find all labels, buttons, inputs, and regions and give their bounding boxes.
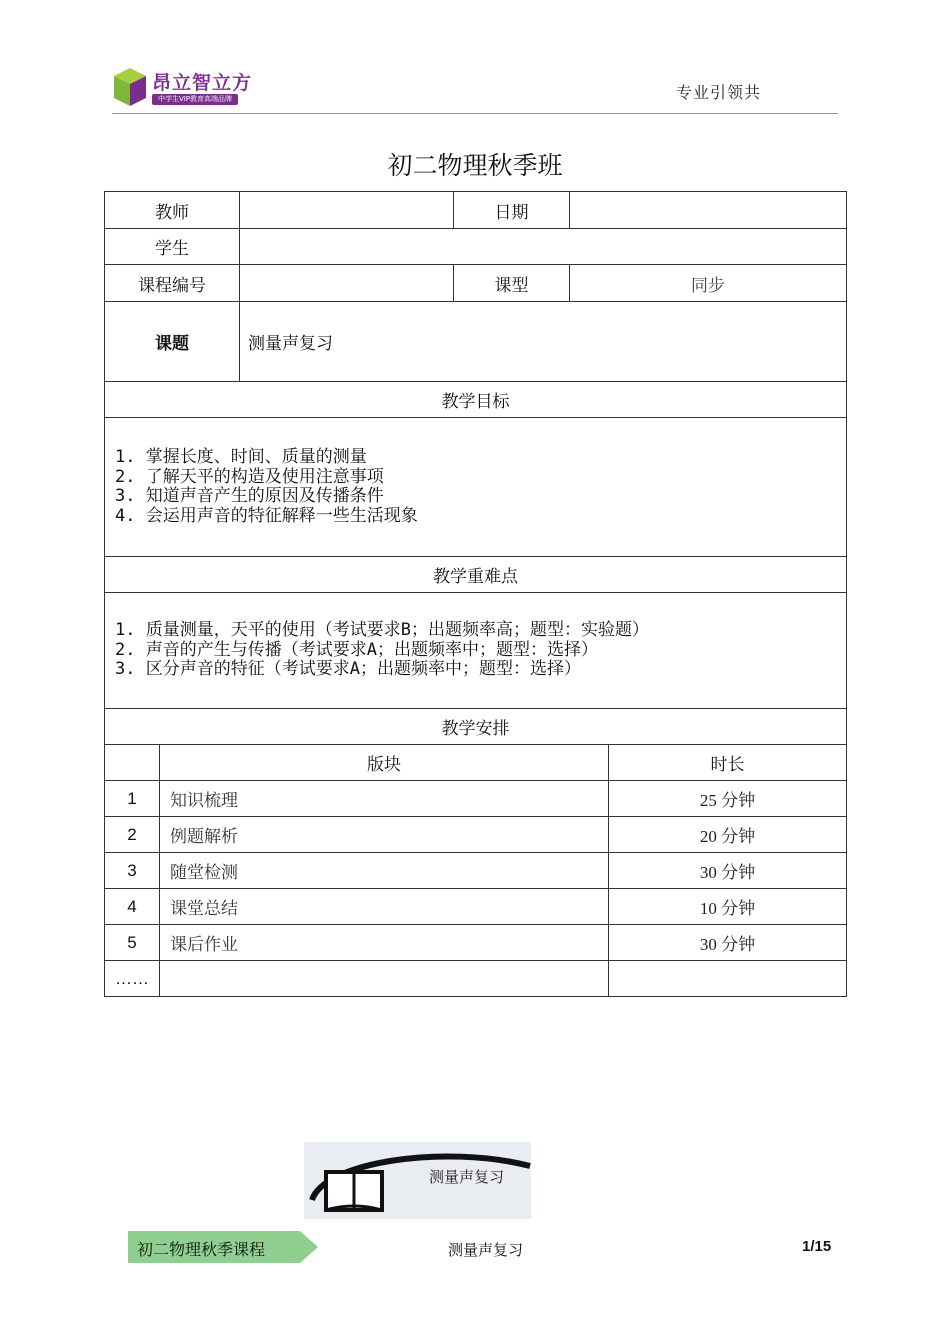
course-number-label: 课程编号 xyxy=(105,265,240,302)
lesson-info-table xyxy=(104,191,847,745)
list-item: 2. 了解天平的构造及使用注意事项 xyxy=(115,466,384,487)
table-row xyxy=(105,925,847,961)
list-item: 3. 知道声音产生的原因及传播条件 xyxy=(115,486,384,506)
row-number: …… xyxy=(105,961,160,997)
block-name: 知识梳理 xyxy=(160,781,609,817)
block-name: 随堂检测 xyxy=(160,853,609,889)
block-name xyxy=(160,961,609,997)
row-number: 4 xyxy=(105,889,160,925)
table-row xyxy=(105,889,847,925)
table-row xyxy=(105,961,847,997)
list-item: 1. 掌握长度、时间、质量的测量 xyxy=(115,447,367,467)
row-number: 1 xyxy=(105,781,160,817)
course-type-label: 课型 xyxy=(454,265,570,302)
duration xyxy=(609,961,847,997)
emblem-title: 测量声复习 xyxy=(429,1168,505,1186)
course-number-field[interactable] xyxy=(240,265,454,302)
teacher-field[interactable] xyxy=(240,192,454,229)
duration: 25 分钟 xyxy=(609,781,847,817)
course-type-value: 同步 xyxy=(570,265,847,302)
footer-lesson-title: 测量声复习 xyxy=(448,1241,524,1259)
objectives-list xyxy=(105,418,847,557)
brand-name: 昂立智立方 xyxy=(152,72,253,94)
schedule-table xyxy=(104,744,847,997)
row-number: 2 xyxy=(105,817,160,853)
schedule-heading: 教学安排 xyxy=(105,709,847,745)
table-row xyxy=(105,781,847,817)
row-number: 3 xyxy=(105,853,160,889)
book-emblem xyxy=(304,1142,531,1219)
duration: 10 分钟 xyxy=(609,889,847,925)
topic-value: 测量声复习 xyxy=(240,302,847,382)
teacher-label: 教师 xyxy=(105,192,240,229)
schedule-col-block: 版块 xyxy=(160,745,609,781)
block-name: 课后作业 xyxy=(160,925,609,961)
duration: 30 分钟 xyxy=(609,925,847,961)
brand-tagline: 中学生VIP教育高端品牌 xyxy=(152,94,238,105)
header-slogan: 专业引领共 xyxy=(676,83,762,102)
list-item: 4. 会运用声音的特征解释一些生活现象 xyxy=(115,505,418,526)
objectives-heading: 教学目标 xyxy=(105,382,847,418)
block-name: 课堂总结 xyxy=(160,889,609,925)
document-title: 初二物理秋季班 xyxy=(387,151,563,180)
row-number: 5 xyxy=(105,925,160,961)
list-item: 1. 质量测量，天平的使用（考试要求B；出题频率高；题型：实验题） xyxy=(115,620,649,641)
student-field[interactable] xyxy=(240,229,847,265)
table-row xyxy=(105,853,847,889)
schedule-col-duration: 时长 xyxy=(609,745,847,781)
key-points-list xyxy=(105,593,847,709)
date-field[interactable] xyxy=(570,192,847,229)
schedule-corner-cell xyxy=(105,745,160,781)
table-row xyxy=(105,817,847,853)
student-label: 学生 xyxy=(105,229,240,265)
header-divider xyxy=(112,113,838,114)
key-points-heading: 教学重难点 xyxy=(105,557,847,593)
footer-course-label: 初二物理秋季课程 xyxy=(137,1240,266,1259)
list-item: 2. 声音的产生与传播（考试要求A；出题频率中；题型：选择） xyxy=(115,639,598,660)
block-name: 例题解析 xyxy=(160,817,609,853)
date-label: 日期 xyxy=(454,192,570,229)
duration: 30 分钟 xyxy=(609,853,847,889)
page-number: 1/15 xyxy=(802,1238,832,1255)
topic-label: 课题 xyxy=(105,302,240,382)
duration: 20 分钟 xyxy=(609,817,847,853)
list-item: 3. 区分声音的特征（考试要求A；出题频率中；题型：选择） xyxy=(115,659,581,680)
